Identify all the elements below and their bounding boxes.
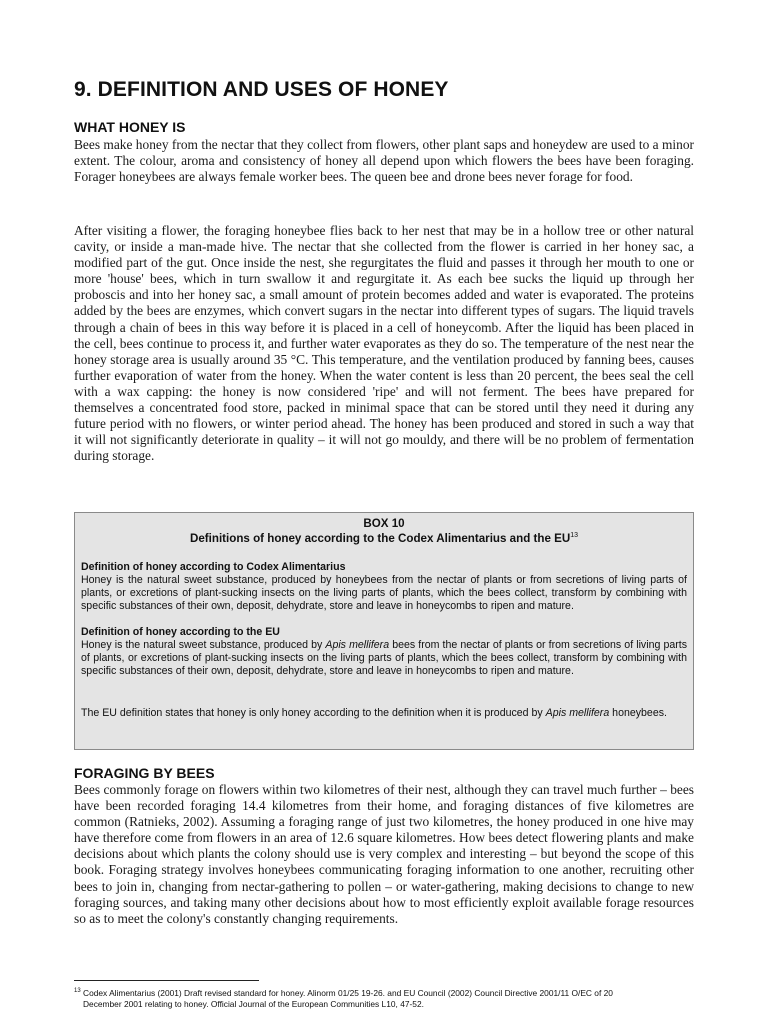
eu-definition-note <box>81 707 687 720</box>
paragraph-what-honey-is-2: After visiting a flower, the foraging honeybee flies back to her nest that may be in a hollow tree or other natural cavity, or inside a man-made hive. The nectar that she collected from the flower is carried in her honey sac, a modified part of the gut. Once inside the nest, she regurgitates the fluid and passes it through her mouth to one or more 'house' bees, which in turn swallow it and regurgitate it. As each bee sucks the liquid up through her proboscis and into her honey sac, a small amount of protein becomes added and water is evaporated. The proteins added by the bees are enzymes, which convert sugars in the nectar into different types of sugars. The liquid travels through a chain of bees in this way before it is placed in a cell of honeycomb. After the liquid has been placed in the cell, bees continue to process it, and further water evaporates as they do so. The temperature of the nest near the honey storage area is usually around 35 °C. This temperature, and the ventilation produced by fanning bees, causes further evaporation of water from the honey. When the water content is less than 20 percent, the bees seal the cell with a wax capping: the honey is now considered 'ripe' and will not ferment. The bees have prepared for themselves a concentrated food store, packed in minimal space that can be stored until they need it during any future period with no flowers, or winter period ahead. The honey has been produced and stored in such a way that it will not significantly deteriorate in quality – it will not go mouldy, and there will be no problem of fermentation during storage. <box>74 223 694 464</box>
footnote-line-2: December 2001 relating to honey. Official Journal of the European Communities L10, 47-52. <box>83 999 424 1010</box>
paragraph-what-honey-is-1: Bees make honey from the nectar that they collect from flowers, other plant saps and honeydew are used to a minor extent. The colour, aroma and consistency of honey all depend upon which flowers the bees have been foraging. Forager honeybees are always female worker bees. The queen bee and drone bees never forage for food. <box>74 137 694 185</box>
note-text-after: honeybees. <box>609 707 667 719</box>
definition-box <box>74 512 694 750</box>
eu-text-after: bees from the nectar of plants or from secretions of living parts of plants, or excretions of plant-sucking insects on the living parts of plants, which the bees collect, transform by combining with specific substances of their own, deposit, dehydrate, store and leave in honeycombs to ripen and mature. <box>81 639 688 678</box>
section-heading-foraging: FORAGING BY BEES <box>74 765 215 781</box>
codex-definition-heading: Definition of honey according to Codex Alimentarius <box>81 561 346 573</box>
eu-definition-heading: Definition of honey according to the EU <box>81 626 280 638</box>
eu-text-before: Honey is the natural sweet substance, produced by <box>81 639 326 651</box>
paragraph-foraging-1: Bees commonly forage on flowers within two kilometres of their nest, although they can travel much further – bees have been recorded foraging 14.4 kilometres from their home, and foraging distances of five kilometres are common (Ratnieks, 2002). Assuming a foraging range of just two kilometres, the honey produced in one hive may have therefore come from flowers in an area of 12.6 square kilometres. How bees detect flowering plants and make decisions about which plants the colony should use is very complex and interesting – but beyond the scope of this book. Foraging strategy involves honeybees communicating foraging information to one another, recruiting other bees to join in, changing from nectar-gathering to pollen – or water-gathering, making decisions to change to new foraging sources, and taking many other decisions about how to most efficiently exploit available forage resources so as to meet the colony's constantly changing requirements. <box>74 782 694 926</box>
note-text-before: The EU definition states that honey is only honey according to the definition when it is produced by <box>81 707 546 719</box>
note-species-name: Apis mellifera <box>545 707 610 719</box>
footnote-13 <box>74 986 714 1011</box>
box-title-footnote-ref: 13 <box>570 532 579 540</box>
codex-definition-text: Honey is the natural sweet substance, produced by honeybees from the nectar of plants or from secretions of living parts of plants, or excretions of plant-sucking insects on the living parts of plants, which the bees collect, transform by combining with specific substances of their own, deposit, dehydrate, store and leave in honeycombs to ripen and mature. <box>81 574 687 613</box>
eu-species-name: Apis mellifera <box>325 639 390 651</box>
box-title <box>75 532 693 545</box>
footnote-divider <box>74 980 259 981</box>
footnote-marker: 13 <box>74 988 81 994</box>
footnote-line-1: Codex Alimentarius (2001) Draft revised standard for honey. Alinorm 01/25 19-26. and EU Council (2002) Council Directive 2001/11 O/EC of 20 <box>80 987 613 998</box>
box-title-text: Definitions of honey according to the Codex Alimentarius and the EU <box>189 532 571 545</box>
section-heading-what-honey-is: WHAT HONEY IS <box>74 119 186 135</box>
box-label: BOX 10 <box>363 517 405 530</box>
eu-definition-text <box>81 639 687 678</box>
chapter-title: 9. DEFINITION AND USES OF HONEY <box>74 78 449 101</box>
